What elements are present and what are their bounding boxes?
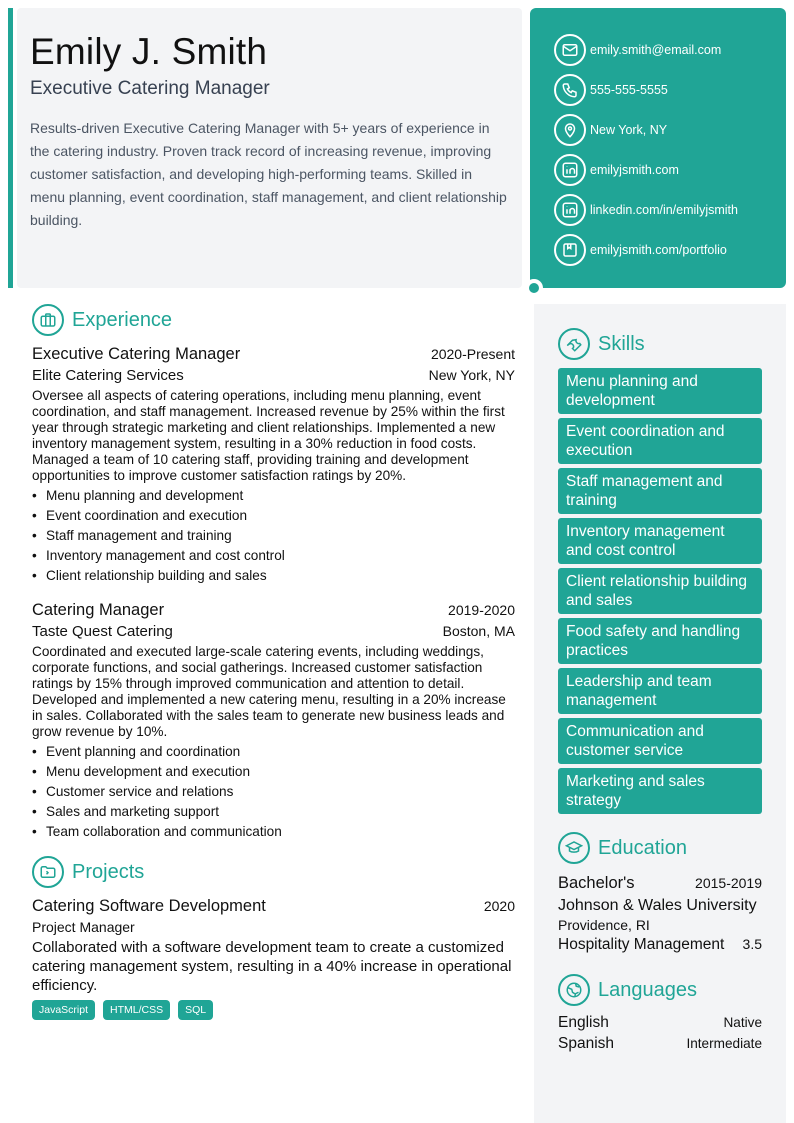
skill-badge: Event coordination and execution: [558, 418, 762, 464]
job-description: Oversee all aspects of catering operations, including menu planning, event coordination, and staff management. Increased revenue by 25% within the first year through strategic marketing and client relationships. Implemented a new inventory management system, resulting in a 30% reduction in food costs. Managed a team of 10 catering staff, providing training and development opportunities to improve customer satisfaction ratings by 20%.: [32, 388, 505, 483]
project-date: 2020: [483, 898, 515, 914]
contact-linkedin[interactable]: [554, 190, 786, 230]
languages-list: [558, 1014, 762, 1053]
skill-badge: Inventory management and cost control: [558, 518, 762, 564]
job-entry: [32, 345, 515, 586]
contact-portfolio[interactable]: [554, 230, 786, 270]
skill-badge: Food safety and handling practices: [558, 618, 762, 664]
education-date: 2015-2019: [695, 875, 762, 891]
bullet-item: • Menu planning and development: [32, 486, 515, 506]
skill-badge: Menu planning and development: [558, 368, 762, 414]
company: Elite Catering Services: [32, 367, 184, 384]
experience-title: Experience: [72, 308, 173, 331]
job-description: Coordinated and executed large-scale catering events, including weddings, corporate functions, and social gatherings. Increased customer satisfaction ratings by 15% through improved communication and attention to detail. Developed and implemented a new catering menu, resulting in a 20% increase in sales. Collaborated with the sales team to generate new business leads and grow revenue by 10%.: [32, 644, 506, 739]
contact-email[interactable]: [554, 30, 786, 70]
school: Johnson & Wales University: [558, 897, 757, 914]
candidate-name: Emily J. Smith: [30, 31, 268, 72]
tag: JavaScript: [32, 1000, 95, 1020]
summary: Results-driven Executive Catering Manager with 5+ years of experience in the catering industry. Proven track record of increasing revenue, improving customer satisfaction, and developing high-performing teams. Skilled in menu planning, event coordination, staff management, and client relationship building.: [30, 120, 507, 228]
map-pin-icon: [554, 114, 586, 146]
email-text: emily.smith@email.com: [590, 43, 722, 57]
bullet-item: • Team collaboration and communication: [32, 822, 515, 842]
job-date: 2020-Present: [430, 346, 515, 362]
language-level: Native: [723, 1015, 762, 1030]
job-title: Catering Manager: [32, 601, 165, 619]
linkedin-icon: [554, 194, 586, 226]
skills-list: [558, 368, 762, 814]
portfolio-icon: [554, 234, 586, 266]
accent-bar: [8, 8, 13, 288]
project-role: Project Manager: [32, 919, 135, 935]
job-location: Boston, MA: [442, 623, 515, 639]
job-bullets: [32, 486, 515, 586]
wrench-icon: [558, 328, 590, 360]
job-location: New York, NY: [428, 367, 515, 383]
degree: Bachelor's: [558, 874, 635, 892]
experience-heading: [32, 304, 515, 336]
school-location: Providence, RI: [558, 917, 650, 933]
briefcase-icon: [32, 304, 64, 336]
gpa: 3.5: [742, 936, 762, 952]
job-title-headline: Executive Catering Manager: [30, 78, 270, 99]
contact-panel: [530, 8, 786, 288]
skills-heading: [558, 328, 762, 360]
website-text: emilyjsmith.com: [590, 163, 679, 177]
project-description: Collaborated with a software development team to create a customized catering management system, resulting in a 40% increase in operational efficiency.: [32, 939, 512, 994]
education-entry: [558, 874, 762, 954]
tag: HTML/CSS: [103, 1000, 170, 1020]
skills-title: Skills: [598, 332, 645, 355]
bullet-item: • Client relationship building and sales: [32, 566, 515, 586]
project-entry: [32, 897, 515, 1020]
job-date: 2019-2020: [448, 602, 515, 618]
phone-text: 555-555-5555: [590, 83, 668, 97]
field-of-study: Hospitality Management: [558, 936, 725, 953]
education-heading: [558, 832, 762, 864]
location-text: New York, NY: [590, 123, 668, 137]
skill-badge: Leadership and team management: [558, 668, 762, 714]
tag: SQL: [178, 1000, 213, 1020]
language-level: Intermediate: [686, 1036, 762, 1051]
bullet-item: • Staff management and training: [32, 526, 515, 546]
contact-location: [554, 110, 786, 150]
linkedin-text: linkedin.com/in/emilyjsmith: [590, 203, 738, 217]
language-name: Spanish: [558, 1035, 615, 1052]
languages-heading: [558, 974, 762, 1006]
projects-title: Projects: [72, 860, 145, 883]
sidebar: [534, 304, 786, 1123]
contact-website[interactable]: [554, 150, 786, 190]
skill-badge: Staff management and training: [558, 468, 762, 514]
projects-heading: [32, 856, 515, 888]
language-name: English: [558, 1014, 609, 1031]
job-title: Executive Catering Manager: [32, 345, 241, 363]
bullet-item: • Event planning and coordination: [32, 742, 515, 762]
graduation-cap-icon: [558, 832, 590, 864]
folder-icon: [32, 856, 64, 888]
bullet-item: • Menu development and execution: [32, 762, 515, 782]
globe-icon: [558, 974, 590, 1006]
job-bullets: [32, 742, 515, 842]
skill-badge: Marketing and sales strategy: [558, 768, 762, 814]
project-tags: [32, 1000, 515, 1020]
decorative-dot: [525, 279, 543, 297]
bullet-item: • Inventory management and cost control: [32, 546, 515, 566]
skill-badge: Communication and customer service: [558, 718, 762, 764]
contact-phone[interactable]: [554, 70, 786, 110]
main-column: [32, 304, 515, 1020]
project-title: Catering Software Development: [32, 897, 266, 915]
job-entry: [32, 601, 515, 842]
portfolio-text: emilyjsmith.com/portfolio: [590, 243, 727, 257]
language-row: [558, 1014, 762, 1032]
skill-badge: Client relationship building and sales: [558, 568, 762, 614]
education-title: Education: [598, 836, 687, 859]
header: [17, 8, 522, 288]
bullet-item: • Customer service and relations: [32, 782, 515, 802]
language-row: [558, 1035, 762, 1053]
linkedin-icon: [554, 154, 586, 186]
mail-icon: [554, 34, 586, 66]
bullet-item: • Sales and marketing support: [32, 802, 515, 822]
company: Taste Quest Catering: [32, 623, 173, 640]
languages-title: Languages: [598, 978, 697, 1001]
phone-icon: [554, 74, 586, 106]
bullet-item: • Event coordination and execution: [32, 506, 515, 526]
